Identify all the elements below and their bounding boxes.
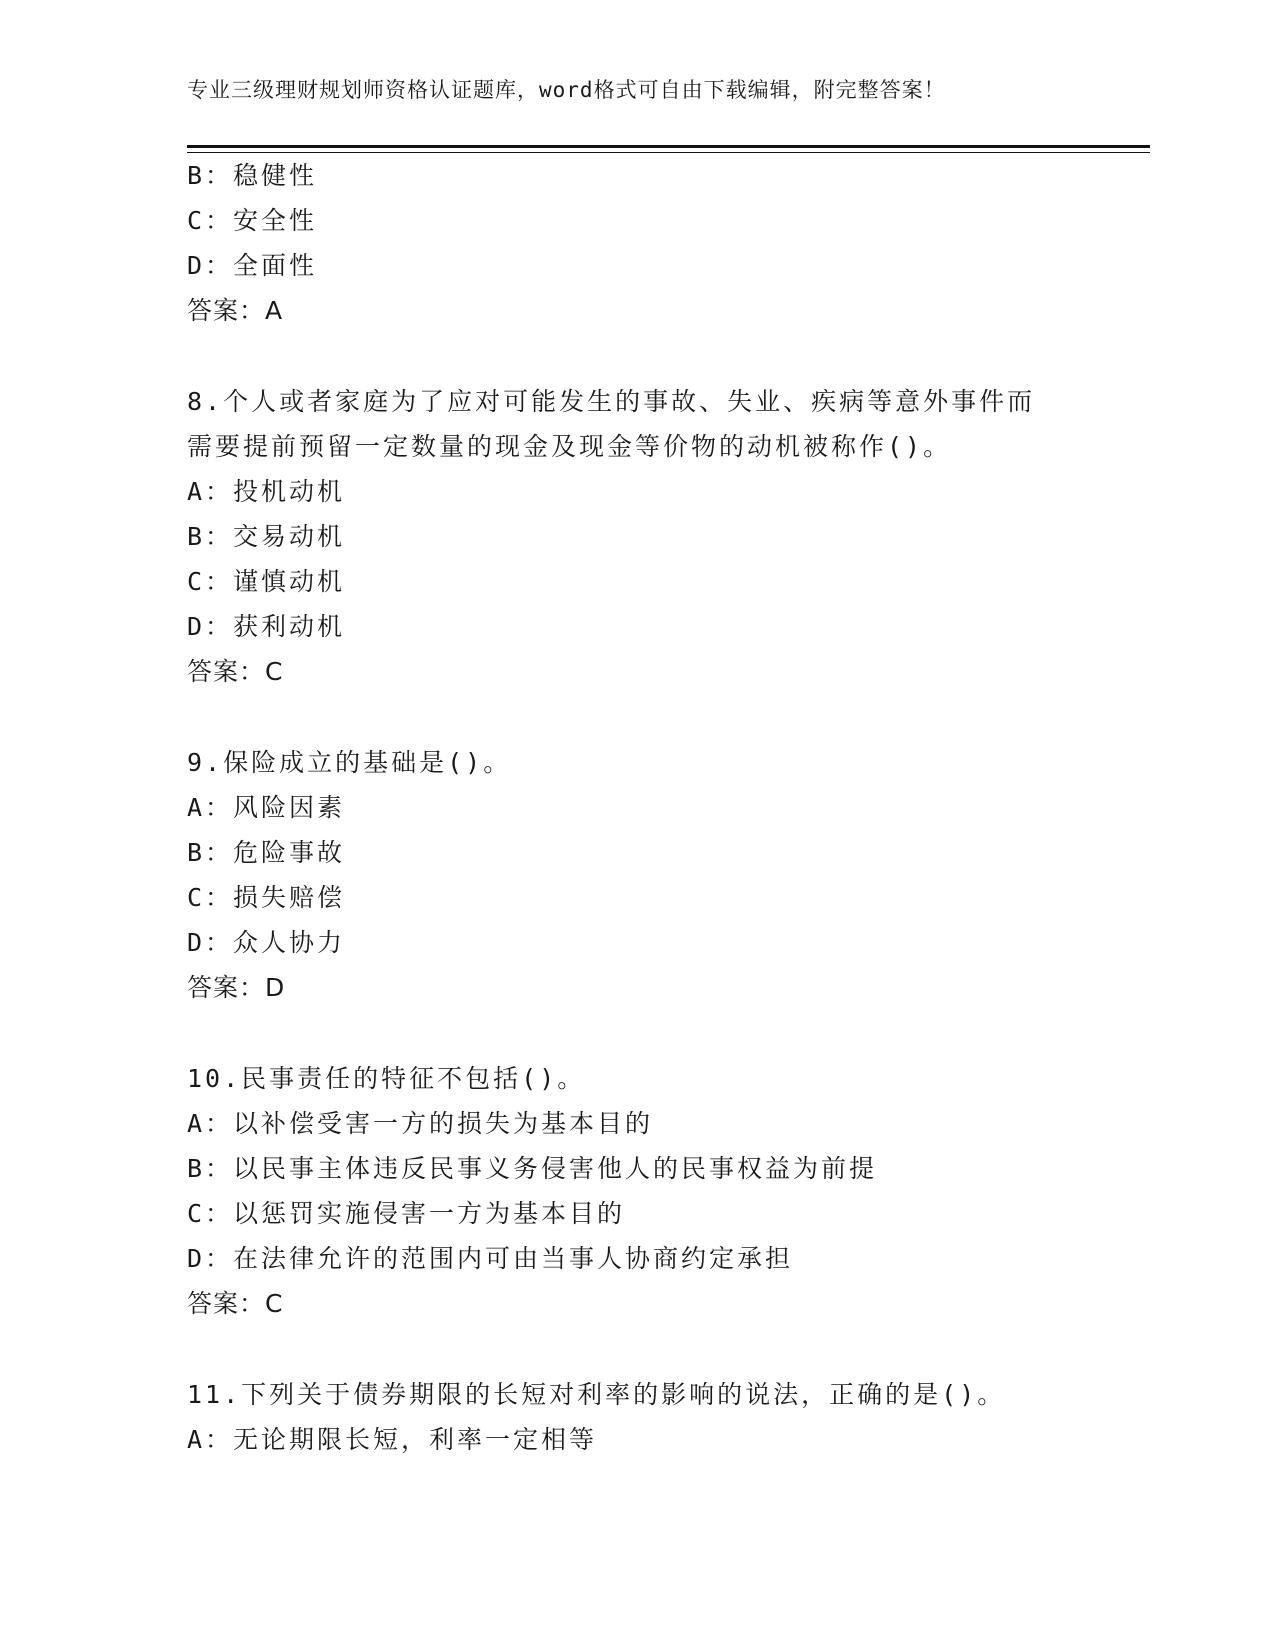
question-stem: 9.保险成立的基础是()。 — [187, 748, 512, 777]
option-c: C：谨慎动机 — [187, 567, 346, 596]
question-stem: 11.下列关于债券期限的长短对利率的影响的说法，正确的是()。 — [187, 1380, 1006, 1409]
option-a: A：投机动机 — [187, 477, 346, 506]
option-c: C：安全性 — [187, 206, 318, 235]
option-b: B：危险事故 — [187, 838, 346, 867]
option-c: C：损失赔偿 — [187, 883, 346, 912]
answer-line: 答案：C — [187, 657, 284, 686]
option-d: D：全面性 — [187, 251, 318, 280]
option-d: D：在法律允许的范围内可由当事人协商约定承担 — [187, 1244, 794, 1273]
option-d: D：获利动机 — [187, 612, 346, 641]
question-11 — [187, 1372, 1147, 1462]
option-b: B：稳健性 — [187, 161, 318, 190]
question-stem: 10.民事责任的特征不包括()。 — [187, 1064, 586, 1093]
option-d: D：众人协力 — [187, 928, 346, 957]
question-stem: 需要提前预留一定数量的现金及现金等价物的动机被称作()。 — [187, 432, 952, 461]
option-b: B：以民事主体违反民事义务侵害他人的民事权益为前提 — [187, 1154, 878, 1183]
option-a: A：风险因素 — [187, 793, 346, 822]
answer-line: 答案：C — [187, 1289, 284, 1318]
option-c: C：以惩罚实施侵害一方为基本目的 — [187, 1199, 626, 1228]
option-a: A：无论期限长短，利率一定相等 — [187, 1425, 598, 1454]
answer-line: 答案：D — [187, 973, 286, 1002]
answer-line: 答案：A — [187, 296, 284, 325]
page-header: 专业三级理财规划师资格认证题库，word格式可自由下载编辑，附完整答案！ — [187, 78, 946, 102]
option-a: A：以补偿受害一方的损失为基本目的 — [187, 1109, 654, 1138]
question-8 — [187, 379, 1147, 694]
question-10 — [187, 1056, 1147, 1326]
option-b: B：交易动机 — [187, 522, 346, 551]
document-body — [187, 153, 1147, 1462]
header-divider-thick — [187, 145, 1150, 148]
question-stem: 8.个人或者家庭为了应对可能发生的事故、失业、疾病等意外事件而 — [187, 387, 1036, 416]
question-9 — [187, 740, 1147, 1010]
question-fragment — [187, 153, 1147, 333]
